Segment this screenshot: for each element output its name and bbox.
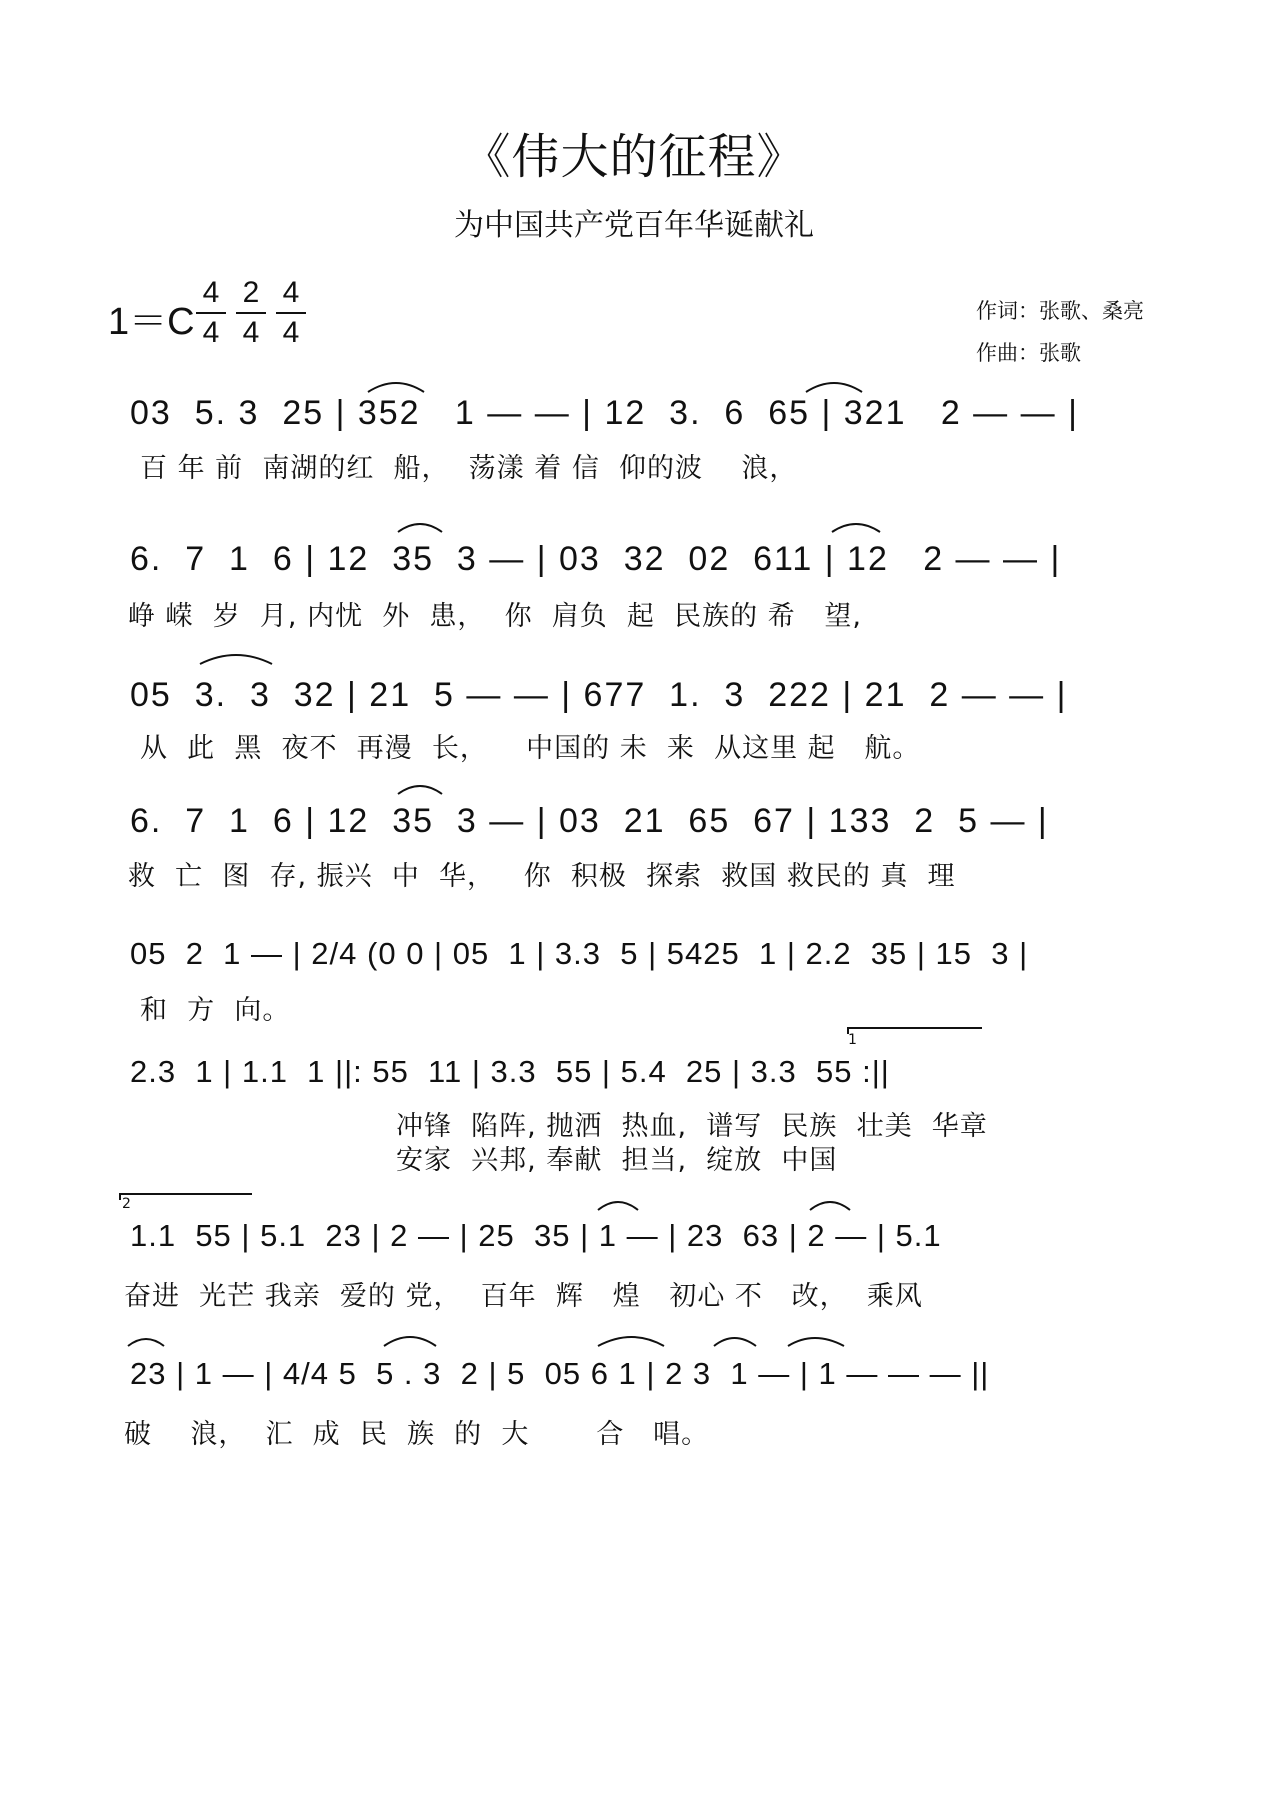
slur-mark [368,383,424,392]
score-line-8-notes: 23 | 1 — | 4/4 5 5 . 3 2 | 5 05 6 1 | 2 3 1 — | 1 — — — || [130,1356,990,1391]
slur-mark [398,524,442,532]
slur-mark [200,655,272,664]
time-signature-bottom: 4 [282,316,300,349]
slur-mark [384,1337,436,1346]
time-signature-bottom: 4 [202,316,220,349]
time-signature-bottom: 4 [242,316,260,349]
song-title: 《伟大的征程》 [462,129,806,185]
score-line-5-lyrics: 和 方 向。 [140,995,291,1026]
score-line-6-lyrics-verse-2: 安家 兴邦, 奉献 担当, 绽放 中国 [396,1145,838,1176]
volta-1-bracket [848,1028,982,1034]
score-line-3-lyrics: 从 此 黑 夜不 再漫 长， 中国的 未 来 从这里 起 航。 [140,733,921,764]
composer: 作曲：张歌 [976,341,1081,365]
volta-1-label: 1 [848,1032,858,1048]
song-subtitle: 为中国共产党百年华诞献礼 [454,208,814,243]
score-line-2-notes: 6. 7 1 6 | 12 35 3 — | 03 32 02 611 | 12 2 — — | [130,540,1062,578]
score-line-8-lyrics: 破 浪， 汇 成 民 族 的 大 合 唱。 [124,1419,710,1450]
slur-mark [598,1337,664,1346]
key-signature: 1＝C [108,301,195,343]
time-signature-top: 4 [202,276,220,309]
slur-mark [128,1339,164,1346]
score-line-6-lyrics-verse-1: 冲锋 陷阵, 抛洒 热血, 谱写 民族 壮美 华章 [396,1111,988,1142]
score-line-4-lyrics: 救 亡 图 存, 振兴 中 华， 你 积极 探索 救国 救民的 真 理 [128,861,956,892]
slur-mark [598,1202,638,1210]
slur-mark [832,524,880,532]
score-line-1-notes: 03 5. 3 25 | 352 1 — — | 12 3. 6 65 | 321 2 — — | [130,394,1079,432]
score-line-7-lyrics: 奋进 光芒 我亲 爱的 党， 百年 辉 煌 初心 不 改， 乘风 [124,1281,923,1312]
slur-mark [788,1338,844,1346]
score-line-1-lyrics: 百 年 前 南湖的红 船， 荡漾 着 信 仰的波 浪， [140,453,798,484]
volta-2-bracket [120,1194,252,1200]
slur-mark [810,1202,850,1210]
score-line-2-lyrics: 峥 嵘 岁 月, 内忧 外 患， 你 肩负 起 民族的 希 望, [128,601,862,632]
slur-mark [398,786,442,794]
score-line-6-notes: 2.3 1 | 1.1 1 ||: 55 11 | 3.3 55 | 5.4 25 | 3.3 55 :|| [130,1054,890,1089]
score-line-3-notes: 05 3. 3 32 | 21 5 — — | 677 1. 3 222 | 21 2 — — | [130,676,1068,714]
score-line-5-notes: 05 2 1 — | 2/4 (0 0 | 05 1 | 3.3 5 | 5425 1 | 2.2 35 | 15 3 | [130,936,1029,971]
volta-2-label: 2 [122,1196,132,1212]
slur-mark [806,383,862,392]
lyricist: 作词：张歌、桑亮 [976,299,1144,323]
time-signature-top: 4 [282,276,300,309]
time-signature-top: 2 [242,276,260,309]
slur-mark [714,1338,756,1346]
score-line-7-notes: 1.1 55 | 5.1 23 | 2 — | 25 35 | 1 — | 23 63 | 2 — | 5.1 [130,1218,942,1253]
score-line-4-notes: 6. 7 1 6 | 12 35 3 — | 03 21 65 67 | 133 2 5 — | [130,802,1049,840]
